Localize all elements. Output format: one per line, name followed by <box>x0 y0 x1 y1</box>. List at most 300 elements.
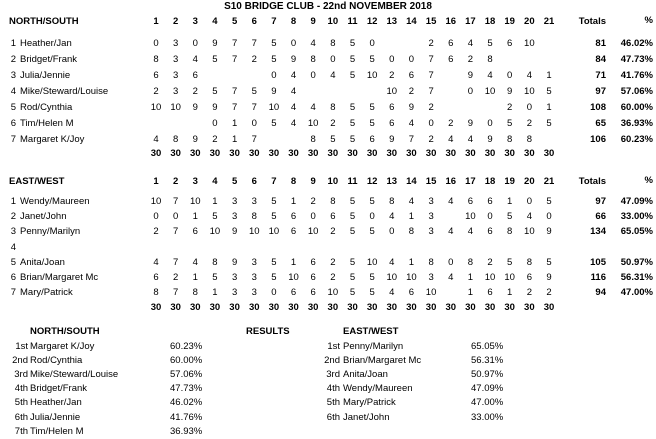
score-cell: 5 <box>507 211 513 222</box>
score-cell: 10 <box>524 226 535 237</box>
score-cell: 5 <box>507 257 513 268</box>
round-header: 15 <box>425 16 437 27</box>
ew-result-percent: 50.97% <box>471 369 504 380</box>
score-cell: 1 <box>546 70 552 81</box>
top-score-cell: 30 <box>229 148 240 159</box>
score-cell: 5 <box>349 102 356 113</box>
score-cell: 9 <box>467 70 474 81</box>
score-cell: 5 <box>271 211 277 222</box>
score-cell: 5 <box>546 257 552 268</box>
score-cell: 8 <box>467 257 474 268</box>
pair-total: 84 <box>595 54 606 65</box>
score-cell: 9 <box>192 134 198 145</box>
score-cell: 8 <box>310 54 316 65</box>
score-cell: 9 <box>231 257 238 268</box>
score-cell: 4 <box>526 70 532 81</box>
score-cell: 5 <box>507 118 513 129</box>
score-cell: 7 <box>172 196 179 207</box>
top-score-cell: 30 <box>288 148 299 159</box>
score-cell: 0 <box>507 70 513 81</box>
pair-name: Wendy/Maureen <box>20 196 90 207</box>
score-cell: 9 <box>212 102 218 113</box>
ew-result-place: 1st <box>327 341 340 352</box>
score-cell: 7 <box>408 134 415 145</box>
score-cell: 4 <box>389 211 395 222</box>
score-cell: 4 <box>448 196 454 207</box>
ns-result-percent: 60.23% <box>170 341 203 352</box>
score-cell: 8 <box>526 257 532 268</box>
ew-result-place: 4th <box>326 383 340 394</box>
ns-result-name: Tim/Helen M <box>30 426 84 437</box>
ns-result-name: Heather/Jan <box>30 397 82 408</box>
score-cell: 10 <box>307 118 319 129</box>
score-cell: 6 <box>290 226 297 237</box>
top-score-cell: 30 <box>248 148 260 159</box>
score-cell: 1 <box>467 287 474 298</box>
score-cell: 6 <box>507 38 513 49</box>
pair-total: 97 <box>595 196 606 207</box>
ew-result-name: Anita/Joan <box>343 369 388 380</box>
ew-result-place: 2nd <box>324 355 340 366</box>
score-cell: 2 <box>153 86 159 97</box>
score-cell: 5 <box>330 134 336 145</box>
round-header: 13 <box>386 176 398 187</box>
score-cell: 8 <box>192 287 198 298</box>
round-header: 3 <box>192 16 198 27</box>
score-cell: 1 <box>290 257 297 268</box>
score-cell: 4 <box>192 257 198 268</box>
score-cell: 4 <box>408 196 415 207</box>
score-cell: 4 <box>290 102 297 113</box>
score-cell: 6 <box>310 287 316 298</box>
score-cell: 10 <box>209 226 221 237</box>
score-cell: 8 <box>389 196 395 207</box>
round-header: 5 <box>231 176 238 187</box>
score-cell: 6 <box>192 226 198 237</box>
score-cell: 7 <box>251 102 257 113</box>
top-score-cell: 30 <box>445 302 457 313</box>
score-cell: 10 <box>150 102 162 113</box>
top-score-cell: 30 <box>150 148 162 159</box>
score-cell: 5 <box>212 86 218 97</box>
pair-name: Penny/Marilyn <box>20 226 81 237</box>
pair-percent: 60.23% <box>620 134 653 145</box>
score-cell: 9 <box>546 226 552 237</box>
top-score-cell: 30 <box>190 302 201 313</box>
score-cell: 0 <box>310 70 316 81</box>
score-cell: 4 <box>192 54 198 65</box>
score-cell: 10 <box>170 102 181 113</box>
score-cell: 5 <box>349 272 356 283</box>
score-cell: 4 <box>487 70 493 81</box>
score-cell: 2 <box>526 118 532 129</box>
ew-result-percent: 47.09% <box>471 383 504 394</box>
score-cell: 4 <box>389 287 395 298</box>
score-cell: 10 <box>268 226 280 237</box>
round-header: 12 <box>366 176 378 187</box>
percent-header: % <box>644 175 653 186</box>
score-cell: 5 <box>251 86 257 97</box>
ns-result-place: 6th <box>14 412 28 423</box>
score-cell: 5 <box>271 54 277 65</box>
ns-result-place: 2nd <box>12 355 28 366</box>
score-cell: 2 <box>448 118 454 129</box>
score-cell: 6 <box>290 287 297 298</box>
score-cell: 0 <box>428 118 434 129</box>
score-cell: 1 <box>546 102 552 113</box>
score-cell: 10 <box>406 272 417 283</box>
round-header: 17 <box>465 16 476 27</box>
score-cell: 6 <box>448 54 454 65</box>
score-cell: 6 <box>330 211 336 222</box>
pair-total: 105 <box>590 257 606 268</box>
score-cell: 5 <box>369 196 375 207</box>
score-cell: 10 <box>248 226 260 237</box>
pair-number: 1 <box>10 196 16 207</box>
ns-result-name: Bridget/Frank <box>30 383 88 394</box>
score-cell: 4 <box>310 102 316 113</box>
round-header: 10 <box>327 176 339 187</box>
round-header: 20 <box>524 16 535 27</box>
top-score-cell: 30 <box>504 302 515 313</box>
score-cell: 1 <box>408 211 415 222</box>
score-cell: 0 <box>408 54 415 65</box>
score-cell: 4 <box>448 134 454 145</box>
score-cell: 9 <box>389 134 395 145</box>
ns-result-percent: 46.02% <box>170 397 203 408</box>
ns-result-name: Rod/Cynthia <box>30 355 83 366</box>
pair-percent: 36.93% <box>620 118 653 129</box>
score-cell: 8 <box>153 287 159 298</box>
top-score-cell: 30 <box>268 302 280 313</box>
pair-percent: 47.73% <box>620 54 653 65</box>
pair-number: 1 <box>10 38 16 49</box>
ns-result-percent: 36.93% <box>170 426 203 437</box>
pair-total: 81 <box>595 38 606 49</box>
score-cell: 5 <box>271 272 277 283</box>
score-cell: 5 <box>546 86 552 97</box>
score-cell: 9 <box>487 134 493 145</box>
score-cell: 6 <box>310 257 316 268</box>
score-cell: 2 <box>251 54 257 65</box>
top-score-cell: 30 <box>288 302 299 313</box>
score-cell: 3 <box>428 272 434 283</box>
pair-number: 2 <box>10 211 16 222</box>
top-score-cell: 30 <box>504 148 515 159</box>
score-cell: 3 <box>231 287 238 298</box>
score-cell: 3 <box>231 196 238 207</box>
score-cell: 0 <box>271 70 277 81</box>
score-cell: 10 <box>307 226 319 237</box>
ew-result-place: 3rd <box>326 369 340 380</box>
round-header: 14 <box>406 16 417 27</box>
top-score-cell: 30 <box>406 302 417 313</box>
round-header: 15 <box>425 176 437 187</box>
pair-number: 5 <box>10 257 16 268</box>
round-header: 4 <box>212 176 218 187</box>
ns-result-place: 3rd <box>14 369 28 380</box>
score-cell: 6 <box>526 272 532 283</box>
score-cell: 8 <box>153 54 159 65</box>
pair-total: 71 <box>595 70 606 81</box>
pair-percent: 57.06% <box>620 86 653 97</box>
score-cell: 4 <box>153 134 159 145</box>
score-cell: 0 <box>369 211 375 222</box>
round-header: 20 <box>524 176 535 187</box>
results-heading: RESULTS <box>246 326 290 337</box>
score-cell: 5 <box>212 211 218 222</box>
pair-number: 2 <box>10 54 16 65</box>
round-header: 8 <box>290 176 297 187</box>
score-cell: 5 <box>271 38 277 49</box>
score-cell: 4 <box>448 226 454 237</box>
round-header: 16 <box>445 176 457 187</box>
round-header: 1 <box>153 16 159 27</box>
round-header: 19 <box>504 16 515 27</box>
score-cell: 0 <box>546 211 552 222</box>
score-cell: 5 <box>349 70 356 81</box>
score-cell: 10 <box>484 86 496 97</box>
score-cell: 2 <box>389 70 395 81</box>
pair-name: Heather/Jan <box>20 38 72 49</box>
score-cell: 1 <box>192 272 198 283</box>
score-cell: 3 <box>231 211 238 222</box>
top-score-cell: 30 <box>307 302 319 313</box>
score-cell: 7 <box>231 38 238 49</box>
round-header: 6 <box>251 176 257 187</box>
round-header: 6 <box>251 16 257 27</box>
score-cell: 5 <box>369 118 375 129</box>
score-cell: 0 <box>251 118 257 129</box>
score-cell: 9 <box>408 102 415 113</box>
round-header: 17 <box>465 176 476 187</box>
score-cell: 1 <box>408 257 415 268</box>
ew-result-name: Wendy/Maureen <box>343 383 413 394</box>
score-cell: 3 <box>251 287 257 298</box>
score-cell: 5 <box>369 54 375 65</box>
score-cell: 8 <box>487 54 493 65</box>
pair-name: Janet/John <box>20 211 67 222</box>
pair-total: 66 <box>595 211 606 222</box>
score-cell: 0 <box>310 211 316 222</box>
top-score-cell: 30 <box>445 148 457 159</box>
score-cell: 3 <box>172 54 179 65</box>
top-score-cell: 30 <box>307 148 319 159</box>
score-cell: 9 <box>546 272 552 283</box>
top-score-cell: 30 <box>425 148 437 159</box>
percent-header: % <box>644 15 653 26</box>
round-header: 12 <box>366 16 378 27</box>
score-cell: 2 <box>330 257 336 268</box>
score-cell: 10 <box>465 211 476 222</box>
top-score-cell: 30 <box>465 148 476 159</box>
score-cell: 5 <box>212 54 218 65</box>
pair-number: 7 <box>10 134 16 145</box>
score-cell: 8 <box>526 134 532 145</box>
round-header: 9 <box>310 16 316 27</box>
pair-percent: 56.31% <box>620 272 653 283</box>
top-score-cell: 30 <box>366 302 378 313</box>
top-score-cell: 30 <box>209 148 221 159</box>
ew-result-name: Mary/Patrick <box>343 397 396 408</box>
top-score-cell: 30 <box>347 302 358 313</box>
score-cell: 3 <box>172 70 179 81</box>
score-cell: 0 <box>330 54 336 65</box>
score-cell: 4 <box>467 134 474 145</box>
score-cell: 9 <box>467 118 474 129</box>
pair-name: Anita/Joan <box>20 257 65 268</box>
top-score-cell: 30 <box>150 302 162 313</box>
score-cell: 1 <box>192 211 198 222</box>
totals-header: Totals <box>578 176 606 187</box>
score-cell: 10 <box>268 102 280 113</box>
score-cell: 8 <box>507 134 513 145</box>
score-cell: 10 <box>288 272 299 283</box>
score-cell: 0 <box>487 118 493 129</box>
top-score-cell: 30 <box>170 148 181 159</box>
score-cell: 8 <box>310 134 316 145</box>
score-cell: 0 <box>389 226 395 237</box>
score-cell: 2 <box>428 38 434 49</box>
ew-result-percent: 56.31% <box>471 355 504 366</box>
score-cell: 0 <box>467 86 474 97</box>
top-score-cell: 30 <box>327 148 339 159</box>
score-cell: 9 <box>192 102 198 113</box>
ew-result-percent: 65.05% <box>471 341 504 352</box>
score-cell: 6 <box>310 272 316 283</box>
score-cell: 4 <box>290 86 297 97</box>
score-cell: 6 <box>192 70 198 81</box>
pair-percent: 50.97% <box>620 257 653 268</box>
score-cell: 8 <box>330 38 336 49</box>
score-cell: 5 <box>369 226 375 237</box>
score-cell: 7 <box>231 54 238 65</box>
round-header: 2 <box>172 16 179 27</box>
score-cell: 5 <box>349 257 356 268</box>
score-cell: 4 <box>408 118 415 129</box>
top-score-cell: 30 <box>484 302 496 313</box>
score-cell: 10 <box>425 287 437 298</box>
pair-number: 6 <box>10 272 16 283</box>
score-cell: 3 <box>172 86 179 97</box>
ns-result-percent: 57.06% <box>170 369 203 380</box>
score-cell: 6 <box>487 226 493 237</box>
pair-name: Mary/Patrick <box>20 287 73 298</box>
score-cell: 0 <box>526 196 532 207</box>
score-cell: 5 <box>349 211 356 222</box>
score-cell: 8 <box>212 257 218 268</box>
ew-result-name: Brian/Margaret Mc <box>343 355 422 366</box>
pair-percent: 41.76% <box>620 70 653 81</box>
results-ew-heading: EAST/WEST <box>343 326 399 337</box>
ew-result-place: 6th <box>326 412 340 423</box>
score-cell: 6 <box>389 118 395 129</box>
score-cell: 2 <box>487 257 493 268</box>
score-cell: 2 <box>526 287 532 298</box>
score-cell: 5 <box>369 272 375 283</box>
score-cell: 7 <box>251 38 257 49</box>
score-cell: 3 <box>251 196 257 207</box>
round-header: 19 <box>504 176 515 187</box>
score-cell: 0 <box>212 118 218 129</box>
top-score-cell: 30 <box>190 148 201 159</box>
score-cell: 10 <box>386 86 398 97</box>
pair-total: 116 <box>590 272 606 283</box>
score-cell: 7 <box>428 86 434 97</box>
score-cell: 2 <box>212 134 218 145</box>
score-cell: 8 <box>330 196 336 207</box>
pair-number: 5 <box>10 102 16 113</box>
top-score-cell: 30 <box>170 302 181 313</box>
score-cell: 0 <box>271 287 277 298</box>
score-cell: 4 <box>448 272 454 283</box>
top-score-cell: 30 <box>209 302 221 313</box>
round-header: 11 <box>347 16 358 27</box>
ew-result-percent: 33.00% <box>471 412 504 423</box>
results-ns-heading: NORTH/SOUTH <box>30 326 100 337</box>
score-cell: 0 <box>369 38 375 49</box>
score-cell: 0 <box>389 54 395 65</box>
round-header: 7 <box>271 176 277 187</box>
score-cell: 6 <box>290 211 297 222</box>
top-score-cell: 30 <box>386 148 398 159</box>
score-cell: 9 <box>212 38 218 49</box>
score-cell: 1 <box>467 272 474 283</box>
score-cell: 0 <box>290 38 297 49</box>
score-cell: 2 <box>467 54 474 65</box>
score-cell: 0 <box>192 38 198 49</box>
pair-number: 4 <box>10 242 16 253</box>
ns-result-name: Mike/Steward/Louise <box>30 369 119 380</box>
score-cell: 1 <box>231 134 238 145</box>
score-cell: 1 <box>212 196 218 207</box>
score-cell: 2 <box>192 86 198 97</box>
pair-name: Bridget/Frank <box>20 54 78 65</box>
score-cell: 0 <box>172 211 179 222</box>
score-cell: 1 <box>231 118 238 129</box>
score-cell: 10 <box>386 272 398 283</box>
score-cell: 2 <box>330 272 336 283</box>
pair-percent: 60.00% <box>620 102 653 113</box>
score-cell: 3 <box>428 226 434 237</box>
pair-total: 94 <box>595 287 606 298</box>
score-cell: 4 <box>310 38 316 49</box>
pair-name: Brian/Margaret Mc <box>20 272 99 283</box>
score-cell: 8 <box>408 226 415 237</box>
score-cell: 1 <box>290 196 297 207</box>
score-cell: 6 <box>487 196 493 207</box>
score-cell: 1 <box>212 287 218 298</box>
score-cell: 6 <box>408 287 415 298</box>
score-cell: 10 <box>190 196 201 207</box>
round-header: 21 <box>543 16 555 27</box>
score-cell: 6 <box>389 102 395 113</box>
ns-result-percent: 60.00% <box>170 355 203 366</box>
score-cell: 5 <box>271 118 277 129</box>
score-cell: 5 <box>349 134 356 145</box>
score-cell: 3 <box>428 196 434 207</box>
score-cell: 8 <box>507 226 513 237</box>
score-cell: 3 <box>428 211 434 222</box>
score-cell: 5 <box>487 38 493 49</box>
score-cell: 3 <box>251 272 257 283</box>
score-cell: 4 <box>153 257 159 268</box>
score-cell: 4 <box>526 211 532 222</box>
score-cell: 4 <box>290 118 297 129</box>
score-cell: 2 <box>408 86 415 97</box>
round-header: 21 <box>543 176 555 187</box>
score-cell: 7 <box>251 134 257 145</box>
